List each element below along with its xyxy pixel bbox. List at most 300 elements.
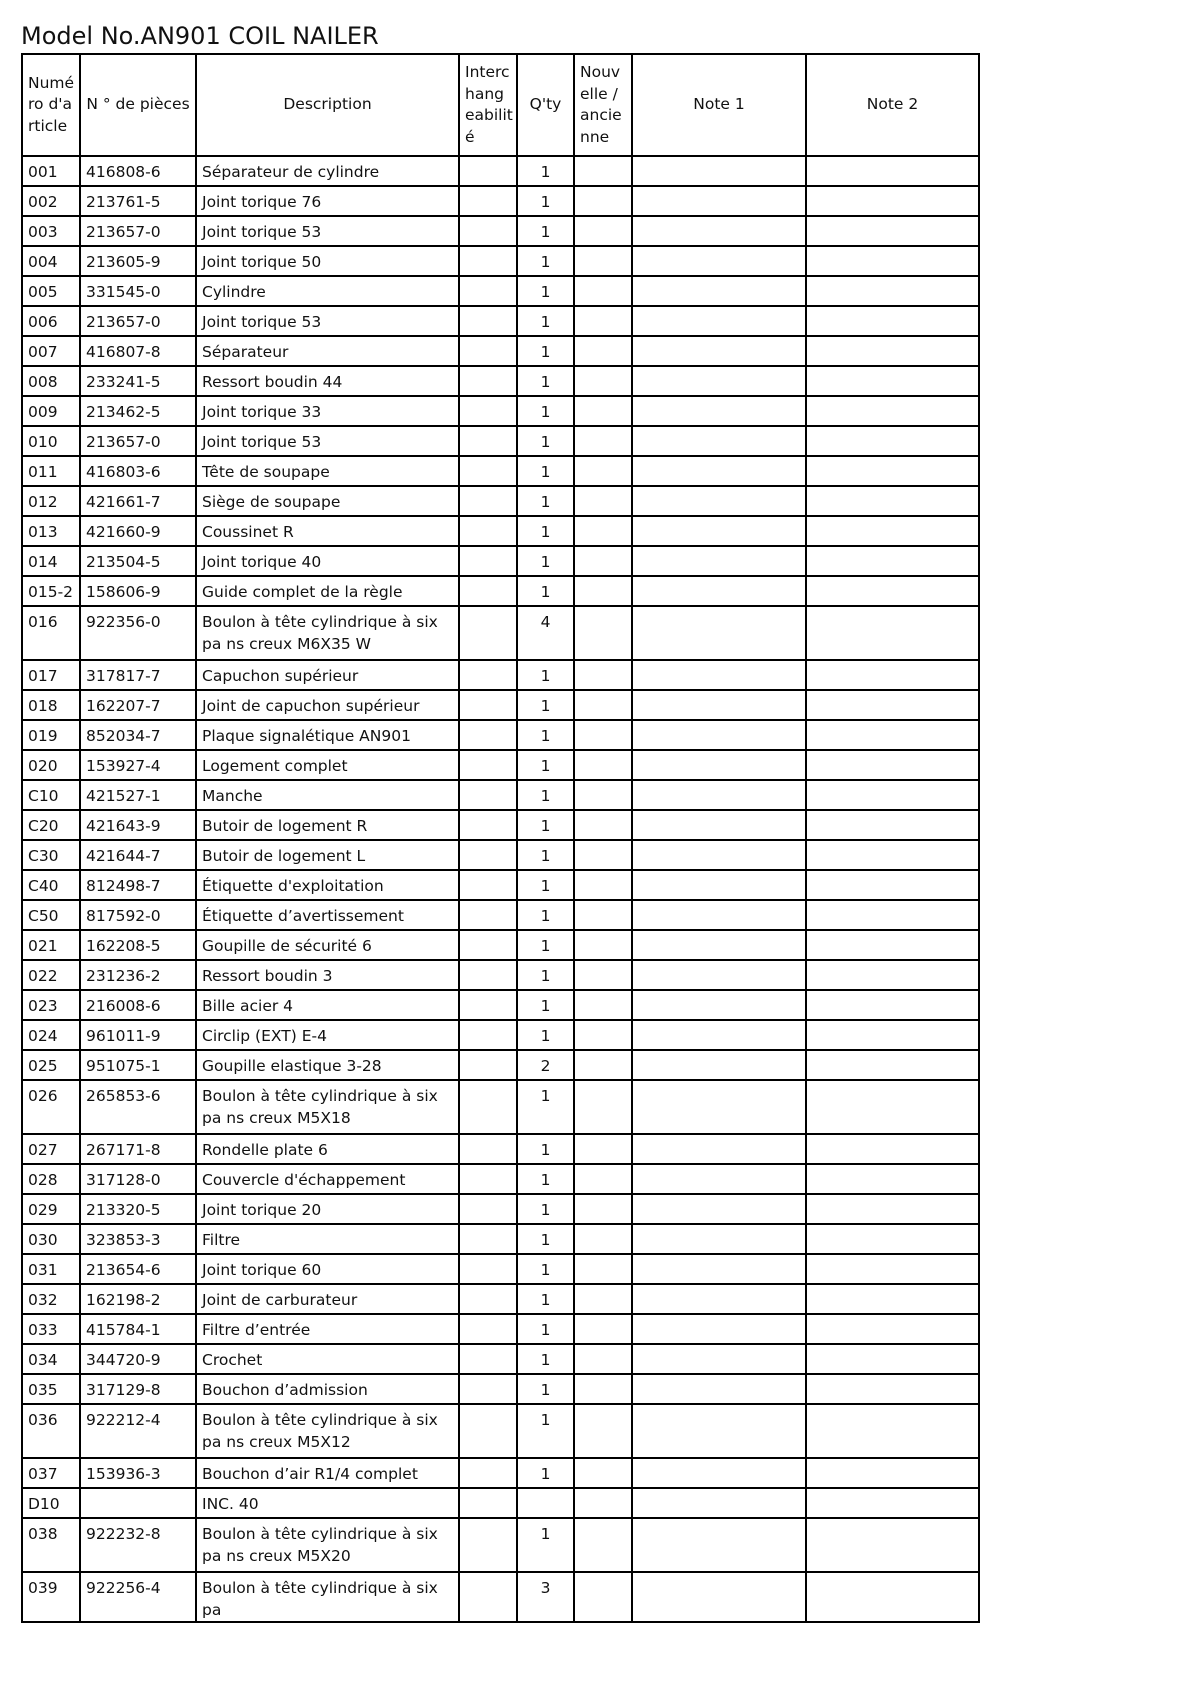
- quantity-cell: 1: [517, 1344, 574, 1374]
- table-row: [22, 156, 979, 186]
- quantity-cell: [517, 1488, 574, 1518]
- item-number-cell: 028: [22, 1164, 80, 1194]
- new-old-cell: [574, 456, 632, 486]
- table-row: [22, 1254, 979, 1284]
- part-number-cell: 317817-7: [80, 660, 196, 690]
- item-number-cell: 009: [22, 396, 80, 426]
- description-cell: Joint torique 60: [196, 1254, 459, 1284]
- header-description: Description: [196, 54, 459, 156]
- table-row: [22, 1458, 979, 1488]
- part-number-cell: 416807-8: [80, 336, 196, 366]
- quantity-cell: 1: [517, 1164, 574, 1194]
- note-2-cell: [806, 396, 979, 426]
- quantity-cell: 1: [517, 1314, 574, 1344]
- interchangeability-cell: [459, 780, 517, 810]
- table-row: [22, 276, 979, 306]
- part-number-cell: 231236-2: [80, 960, 196, 990]
- quantity-cell: 1: [517, 870, 574, 900]
- item-number-cell: C50: [22, 900, 80, 930]
- part-number-cell: 317129-8: [80, 1374, 196, 1404]
- item-number-cell: C10: [22, 780, 80, 810]
- description-cell: Rondelle plate 6: [196, 1134, 459, 1164]
- note-2-cell: [806, 960, 979, 990]
- note-1-cell: [632, 810, 806, 840]
- new-old-cell: [574, 1518, 632, 1572]
- note-2-cell: [806, 750, 979, 780]
- description-cell: Joint de carburateur: [196, 1284, 459, 1314]
- interchangeability-cell: [459, 546, 517, 576]
- part-number-cell: 922356-0: [80, 606, 196, 660]
- interchangeability-cell: [459, 1020, 517, 1050]
- note-2-cell: [806, 1488, 979, 1518]
- item-number-cell: 016: [22, 606, 80, 660]
- part-number-cell: 162198-2: [80, 1284, 196, 1314]
- description-cell: Joint torique 53: [196, 426, 459, 456]
- note-2-cell: [806, 1164, 979, 1194]
- note-2-cell: [806, 1374, 979, 1404]
- description-cell: Joint torique 53: [196, 216, 459, 246]
- item-number-cell: C30: [22, 840, 80, 870]
- note-2-cell: [806, 576, 979, 606]
- note-1-cell: [632, 690, 806, 720]
- part-number-cell: 213657-0: [80, 306, 196, 336]
- item-number-cell: 002: [22, 186, 80, 216]
- note-1-cell: [632, 1224, 806, 1254]
- description-cell: Cylindre: [196, 276, 459, 306]
- item-number-cell: 029: [22, 1194, 80, 1224]
- part-number-cell: 153936-3: [80, 1458, 196, 1488]
- item-number-cell: 003: [22, 216, 80, 246]
- item-number-cell: 008: [22, 366, 80, 396]
- item-number-cell: 026: [22, 1080, 80, 1134]
- new-old-cell: [574, 1458, 632, 1488]
- parts-table-body: [22, 156, 979, 1622]
- description-cell: Butoir de logement L: [196, 840, 459, 870]
- table-row: [22, 1314, 979, 1344]
- interchangeability-cell: [459, 366, 517, 396]
- note-1-cell: [632, 1518, 806, 1572]
- quantity-cell: 1: [517, 900, 574, 930]
- item-number-cell: 001: [22, 156, 80, 186]
- table-row: [22, 1284, 979, 1314]
- interchangeability-cell: [459, 456, 517, 486]
- item-number-cell: 031: [22, 1254, 80, 1284]
- new-old-cell: [574, 1404, 632, 1458]
- new-old-cell: [574, 1080, 632, 1134]
- note-2-cell: [806, 1314, 979, 1344]
- table-row: [22, 486, 979, 516]
- description-cell: Étiquette d'exploitation: [196, 870, 459, 900]
- table-row: [22, 1518, 979, 1572]
- description-cell: Joint torique 50: [196, 246, 459, 276]
- interchangeability-cell: [459, 216, 517, 246]
- note-2-cell: [806, 840, 979, 870]
- note-2-cell: [806, 306, 979, 336]
- item-number-cell: 007: [22, 336, 80, 366]
- item-number-cell: 034: [22, 1344, 80, 1374]
- new-old-cell: [574, 606, 632, 660]
- note-1-cell: [632, 1134, 806, 1164]
- new-old-cell: [574, 156, 632, 186]
- note-2-cell: [806, 426, 979, 456]
- interchangeability-cell: [459, 1572, 517, 1622]
- interchangeability-cell: [459, 576, 517, 606]
- table-row: [22, 810, 979, 840]
- new-old-cell: [574, 810, 632, 840]
- part-number-cell: 421660-9: [80, 516, 196, 546]
- note-1-cell: [632, 720, 806, 750]
- interchangeability-cell: [459, 276, 517, 306]
- note-2-cell: [806, 486, 979, 516]
- note-1-cell: [632, 1404, 806, 1458]
- quantity-cell: 1: [517, 426, 574, 456]
- interchangeability-cell: [459, 1080, 517, 1134]
- description-cell: Filtre d’entrée: [196, 1314, 459, 1344]
- description-cell: Joint torique 33: [196, 396, 459, 426]
- part-number-cell: 162208-5: [80, 930, 196, 960]
- quantity-cell: 1: [517, 1404, 574, 1458]
- interchangeability-cell: [459, 1050, 517, 1080]
- interchangeability-cell: [459, 486, 517, 516]
- part-number-cell: 213504-5: [80, 546, 196, 576]
- interchangeability-cell: [459, 900, 517, 930]
- table-row: [22, 1488, 979, 1518]
- note-2-cell: [806, 870, 979, 900]
- note-1-cell: [632, 156, 806, 186]
- quantity-cell: 1: [517, 456, 574, 486]
- description-cell: Manche: [196, 780, 459, 810]
- note-2-cell: [806, 336, 979, 366]
- quantity-cell: 1: [517, 1224, 574, 1254]
- part-number-cell: 213654-6: [80, 1254, 196, 1284]
- note-2-cell: [806, 276, 979, 306]
- quantity-cell: 1: [517, 1134, 574, 1164]
- interchangeability-cell: [459, 1374, 517, 1404]
- interchangeability-cell: [459, 1488, 517, 1518]
- quantity-cell: 1: [517, 990, 574, 1020]
- description-cell: Bouchon d’air R1/4 complet: [196, 1458, 459, 1488]
- quantity-cell: 1: [517, 840, 574, 870]
- note-2-cell: [806, 186, 979, 216]
- new-old-cell: [574, 1284, 632, 1314]
- description-cell: Boulon à tête cylindrique à six pa ns creux M5X18: [196, 1080, 459, 1134]
- part-number-cell: 213657-0: [80, 216, 196, 246]
- quantity-cell: 1: [517, 1518, 574, 1572]
- item-number-cell: 015-2: [22, 576, 80, 606]
- description-cell: Crochet: [196, 1344, 459, 1374]
- note-2-cell: [806, 456, 979, 486]
- note-2-cell: [806, 1080, 979, 1134]
- new-old-cell: [574, 750, 632, 780]
- quantity-cell: 1: [517, 720, 574, 750]
- table-row: [22, 780, 979, 810]
- part-number-cell: 951075-1: [80, 1050, 196, 1080]
- quantity-cell: 1: [517, 750, 574, 780]
- quantity-cell: 1: [517, 576, 574, 606]
- note-1-cell: [632, 366, 806, 396]
- new-old-cell: [574, 426, 632, 456]
- quantity-cell: 1: [517, 546, 574, 576]
- interchangeability-cell: [459, 870, 517, 900]
- note-2-cell: [806, 546, 979, 576]
- quantity-cell: 1: [517, 276, 574, 306]
- interchangeability-cell: [459, 156, 517, 186]
- new-old-cell: [574, 870, 632, 900]
- new-old-cell: [574, 546, 632, 576]
- note-1-cell: [632, 960, 806, 990]
- item-number-cell: 020: [22, 750, 80, 780]
- table-row: [22, 750, 979, 780]
- quantity-cell: 1: [517, 486, 574, 516]
- note-1-cell: [632, 1488, 806, 1518]
- quantity-cell: 1: [517, 1284, 574, 1314]
- description-cell: Bille acier 4: [196, 990, 459, 1020]
- item-number-cell: 019: [22, 720, 80, 750]
- description-cell: Circlip (EXT) E-4: [196, 1020, 459, 1050]
- header-note-1: Note 1: [632, 54, 806, 156]
- quantity-cell: 4: [517, 606, 574, 660]
- note-1-cell: [632, 1254, 806, 1284]
- note-2-cell: [806, 1404, 979, 1458]
- item-number-cell: 010: [22, 426, 80, 456]
- new-old-cell: [574, 900, 632, 930]
- quantity-cell: 1: [517, 516, 574, 546]
- new-old-cell: [574, 246, 632, 276]
- item-number-cell: 014: [22, 546, 80, 576]
- table-row: [22, 576, 979, 606]
- note-1-cell: [632, 660, 806, 690]
- new-old-cell: [574, 690, 632, 720]
- interchangeability-cell: [459, 1284, 517, 1314]
- part-number-cell: 153927-4: [80, 750, 196, 780]
- note-2-cell: [806, 660, 979, 690]
- note-2-cell: [806, 690, 979, 720]
- interchangeability-cell: [459, 1404, 517, 1458]
- new-old-cell: [574, 186, 632, 216]
- item-number-cell: 024: [22, 1020, 80, 1050]
- interchangeability-cell: [459, 660, 517, 690]
- part-number-cell: 421643-9: [80, 810, 196, 840]
- new-old-cell: [574, 1050, 632, 1080]
- note-2-cell: [806, 246, 979, 276]
- note-1-cell: [632, 1344, 806, 1374]
- interchangeability-cell: [459, 1134, 517, 1164]
- note-2-cell: [806, 810, 979, 840]
- description-cell: Ressort boudin 44: [196, 366, 459, 396]
- note-2-cell: [806, 1458, 979, 1488]
- table-row: [22, 396, 979, 426]
- table-row: [22, 990, 979, 1020]
- interchangeability-cell: [459, 1164, 517, 1194]
- header-quantity: Q'ty: [517, 54, 574, 156]
- parts-table: [21, 53, 980, 1623]
- quantity-cell: 1: [517, 396, 574, 426]
- note-1-cell: [632, 1458, 806, 1488]
- item-number-cell: 017: [22, 660, 80, 690]
- note-1-cell: [632, 1572, 806, 1622]
- description-cell: Butoir de logement R: [196, 810, 459, 840]
- table-row: [22, 1374, 979, 1404]
- item-number-cell: 032: [22, 1284, 80, 1314]
- table-row: [22, 1020, 979, 1050]
- new-old-cell: [574, 576, 632, 606]
- note-1-cell: [632, 456, 806, 486]
- interchangeability-cell: [459, 396, 517, 426]
- item-number-cell: 005: [22, 276, 80, 306]
- item-number-cell: 027: [22, 1134, 80, 1164]
- table-row: [22, 216, 979, 246]
- quantity-cell: 1: [517, 810, 574, 840]
- note-1-cell: [632, 900, 806, 930]
- part-number-cell: 213320-5: [80, 1194, 196, 1224]
- part-number-cell: 415784-1: [80, 1314, 196, 1344]
- note-2-cell: [806, 366, 979, 396]
- note-2-cell: [806, 1518, 979, 1572]
- part-number-cell: 213462-5: [80, 396, 196, 426]
- part-number-cell: 323853-3: [80, 1224, 196, 1254]
- note-1-cell: [632, 306, 806, 336]
- part-number-cell: 961011-9: [80, 1020, 196, 1050]
- table-row: [22, 660, 979, 690]
- quantity-cell: 1: [517, 1194, 574, 1224]
- description-cell: Tête de soupape: [196, 456, 459, 486]
- description-cell: Plaque signalétique AN901: [196, 720, 459, 750]
- part-number-cell: 812498-7: [80, 870, 196, 900]
- new-old-cell: [574, 1344, 632, 1374]
- quantity-cell: 1: [517, 366, 574, 396]
- table-row: [22, 900, 979, 930]
- table-row: [22, 426, 979, 456]
- item-number-cell: C40: [22, 870, 80, 900]
- note-2-cell: [806, 1572, 979, 1622]
- note-1-cell: [632, 546, 806, 576]
- part-number-cell: 852034-7: [80, 720, 196, 750]
- document-title: Model No.AN901 COIL NAILER: [21, 22, 379, 50]
- quantity-cell: 1: [517, 690, 574, 720]
- quantity-cell: 1: [517, 780, 574, 810]
- table-row: [22, 690, 979, 720]
- new-old-cell: [574, 486, 632, 516]
- new-old-cell: [574, 930, 632, 960]
- part-number-cell: [80, 1488, 196, 1518]
- description-cell: Goupille de sécurité 6: [196, 930, 459, 960]
- quantity-cell: 1: [517, 246, 574, 276]
- part-number-cell: 416808-6: [80, 156, 196, 186]
- table-row: [22, 1572, 979, 1622]
- note-1-cell: [632, 930, 806, 960]
- quantity-cell: 1: [517, 306, 574, 336]
- note-2-cell: [806, 780, 979, 810]
- table-row: [22, 1404, 979, 1458]
- quantity-cell: 3: [517, 1572, 574, 1622]
- new-old-cell: [574, 660, 632, 690]
- note-2-cell: [806, 930, 979, 960]
- table-row: [22, 870, 979, 900]
- note-1-cell: [632, 216, 806, 246]
- part-number-cell: 216008-6: [80, 990, 196, 1020]
- interchangeability-cell: [459, 246, 517, 276]
- interchangeability-cell: [459, 1224, 517, 1254]
- note-1-cell: [632, 276, 806, 306]
- new-old-cell: [574, 960, 632, 990]
- new-old-cell: [574, 1488, 632, 1518]
- new-old-cell: [574, 840, 632, 870]
- header-part-number: N ° de pièces: [80, 54, 196, 156]
- item-number-cell: C20: [22, 810, 80, 840]
- new-old-cell: [574, 1164, 632, 1194]
- note-1-cell: [632, 606, 806, 660]
- new-old-cell: [574, 276, 632, 306]
- table-row: [22, 336, 979, 366]
- part-number-cell: 922232-8: [80, 1518, 196, 1572]
- interchangeability-cell: [459, 1314, 517, 1344]
- note-1-cell: [632, 1080, 806, 1134]
- note-1-cell: [632, 1194, 806, 1224]
- item-number-cell: 022: [22, 960, 80, 990]
- description-cell: Goupille elastique 3-28: [196, 1050, 459, 1080]
- note-2-cell: [806, 1194, 979, 1224]
- note-1-cell: [632, 1050, 806, 1080]
- table-row: [22, 306, 979, 336]
- table-row: [22, 960, 979, 990]
- description-cell: Joint torique 40: [196, 546, 459, 576]
- part-number-cell: 344720-9: [80, 1344, 196, 1374]
- interchangeability-cell: [459, 606, 517, 660]
- quantity-cell: 1: [517, 336, 574, 366]
- new-old-cell: [574, 780, 632, 810]
- note-1-cell: [632, 426, 806, 456]
- note-1-cell: [632, 1374, 806, 1404]
- item-number-cell: 030: [22, 1224, 80, 1254]
- item-number-cell: 018: [22, 690, 80, 720]
- description-cell: Couvercle d'échappement: [196, 1164, 459, 1194]
- interchangeability-cell: [459, 1194, 517, 1224]
- table-row: [22, 1224, 979, 1254]
- interchangeability-cell: [459, 990, 517, 1020]
- table-row: [22, 366, 979, 396]
- new-old-cell: [574, 1194, 632, 1224]
- table-row: [22, 1134, 979, 1164]
- new-old-cell: [574, 306, 632, 336]
- note-2-cell: [806, 1344, 979, 1374]
- table-row: [22, 606, 979, 660]
- note-2-cell: [806, 1050, 979, 1080]
- description-cell: Joint torique 53: [196, 306, 459, 336]
- table-row: [22, 1344, 979, 1374]
- table-row: [22, 1164, 979, 1194]
- table-row: [22, 516, 979, 546]
- interchangeability-cell: [459, 306, 517, 336]
- note-2-cell: [806, 216, 979, 246]
- note-1-cell: [632, 186, 806, 216]
- description-cell: Capuchon supérieur: [196, 660, 459, 690]
- new-old-cell: [574, 990, 632, 1020]
- item-number-cell: 036: [22, 1404, 80, 1458]
- new-old-cell: [574, 1374, 632, 1404]
- interchangeability-cell: [459, 810, 517, 840]
- item-number-cell: 012: [22, 486, 80, 516]
- quantity-cell: 2: [517, 1050, 574, 1080]
- note-2-cell: [806, 1134, 979, 1164]
- interchangeability-cell: [459, 960, 517, 990]
- note-1-cell: [632, 840, 806, 870]
- note-1-cell: [632, 516, 806, 546]
- table-row: [22, 1080, 979, 1134]
- note-2-cell: [806, 900, 979, 930]
- item-number-cell: 038: [22, 1518, 80, 1572]
- note-1-cell: [632, 750, 806, 780]
- note-1-cell: [632, 576, 806, 606]
